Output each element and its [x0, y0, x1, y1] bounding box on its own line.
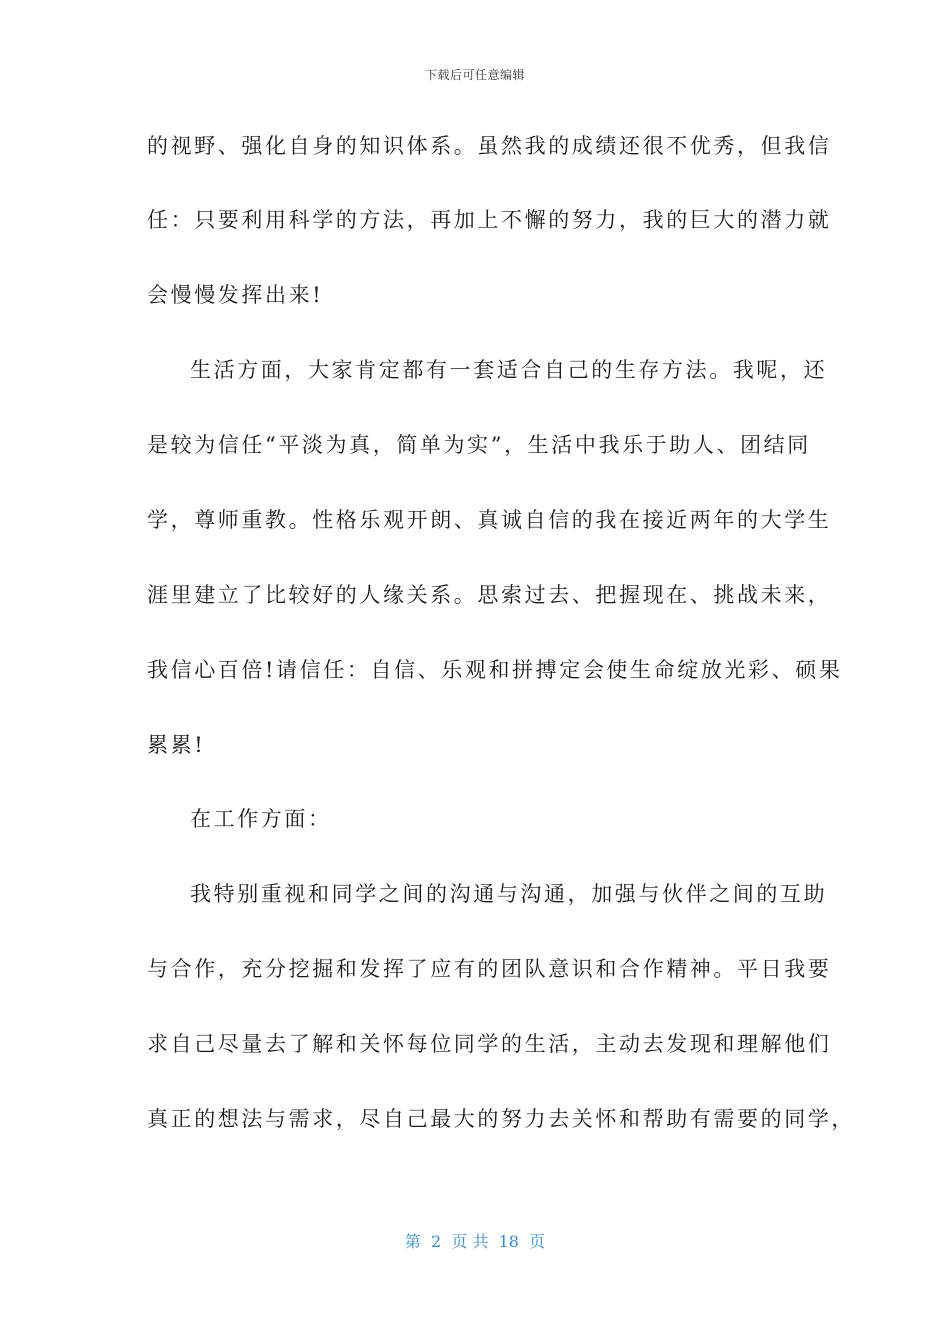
- body-line: 是较为信任“平淡为真，简单为实”，生活中我乐于助人、团结同: [147, 433, 811, 457]
- body-line: 学，尊师重教。性格乐观开朗、真诚自信的我在接近两年的大学生: [147, 508, 832, 532]
- page-header-note: 下载后可任意编辑: [424, 68, 525, 82]
- paragraph-start-line: 我特别重视和同学之间的沟通与沟通，加强与伙伴之间的互助: [190, 882, 828, 906]
- page-number-footer: 第 2 页 共 18 页: [404, 1232, 546, 1251]
- paragraph-start-line: 生活方面，大家肯定都有一套适合自己的生存方法。我呢，还: [190, 358, 828, 382]
- body-line: 任：只要利用科学的方法，再加上不懈的努力，我的巨大的潜力就: [147, 208, 832, 232]
- body-line: 累累!: [147, 733, 206, 757]
- section-heading-line: 在工作方面：: [190, 807, 332, 831]
- body-line: 我信心百倍!请信任：自信、乐观和拼搏定会使生命绽放光彩、硕果: [147, 658, 843, 682]
- body-line: 真正的想法与需求，尽自己最大的努力去关怀和帮助有需要的同学，: [147, 1107, 855, 1131]
- body-line: 与合作，充分挖掘和发挥了应有的团队意识和合作精神。平日我要: [147, 957, 832, 981]
- body-line: 的视野、强化自身的知识体系。虽然我的成绩还很不优秀，但我信: [147, 134, 832, 158]
- body-line: 求自己尽量去了解和关怀每位同学的生活，主动去发现和理解他们: [147, 1032, 832, 1056]
- body-line: 涯里建立了比较好的人缘关系。思索过去、把握现在、挑战未来，: [147, 583, 832, 607]
- body-line: 会慢慢发挥出来!: [147, 283, 324, 307]
